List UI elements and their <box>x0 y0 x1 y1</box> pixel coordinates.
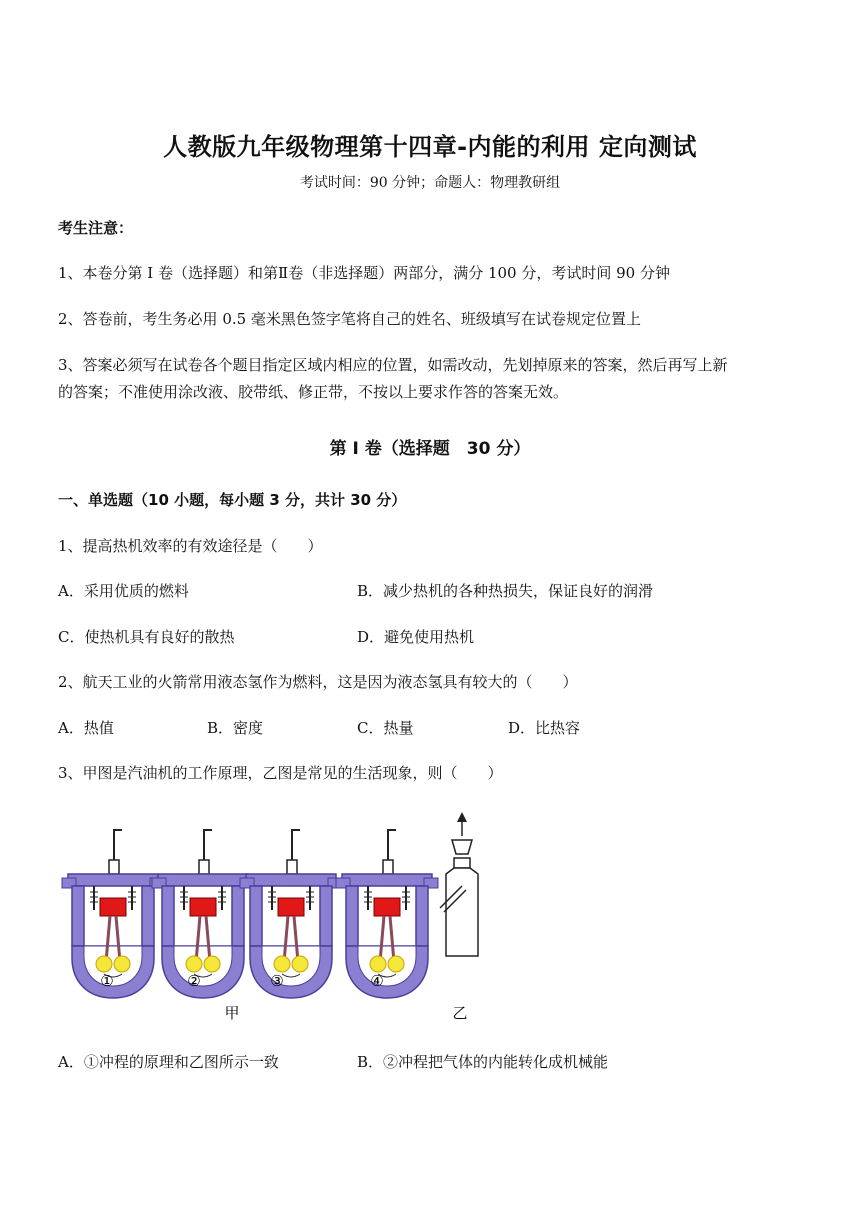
engine-label-1: ① <box>100 972 114 990</box>
engine-label-3: ③ <box>270 972 284 990</box>
bottle-illustration <box>440 812 478 956</box>
question-1-option-c[interactable]: C．使热机具有良好的散热 <box>58 628 235 646</box>
question-2-option-d[interactable]: D．比热容 <box>508 719 581 737</box>
figure-label-yi: 乙 <box>452 1004 468 1022</box>
question-1-option-d[interactable]: D．避免使用热机 <box>357 628 475 646</box>
part-title: 一、单选题（10 小题，每小题 3 分，共计 30 分） <box>58 491 407 509</box>
page-title: 人教版九年级物理第十四章-内能的利用 定向测试 <box>163 133 697 161</box>
figure-label-jia: 甲 <box>224 1004 240 1022</box>
question-1-option-b[interactable]: B．减少热机的各种热损失，保证良好的润滑 <box>357 582 654 600</box>
question-2-stem: 2、航天工业的火箭常用液态氢作为燃料，这是因为液态氢具有较大的（ ） <box>58 673 578 691</box>
notice-item-3: 3、答案必须写在试卷各个题目指定区域内相应的位置，如需改动，先划掉原来的答案，然后再写上新 <box>58 356 728 374</box>
question-3-stem: 3、甲图是汽油机的工作原理，乙图是常见的生活现象，则（ ） <box>58 764 503 782</box>
question-2-option-a[interactable]: A．热值 <box>58 719 114 737</box>
question-2-option-b[interactable]: B．密度 <box>207 719 264 737</box>
engine-label-2: ② <box>187 972 201 990</box>
engine-stroke-3 <box>240 830 342 998</box>
question-1-option-a[interactable]: A．采用优质的燃料 <box>58 582 189 600</box>
question-2-option-c[interactable]: C．热量 <box>357 719 414 737</box>
question-1-stem: 1、提高热机效率的有效途径是（ ） <box>58 537 323 555</box>
notice-item-1: 1、本卷分第 I 卷（选择题）和第Ⅱ卷（非选择题）两部分，满分 100 分，考试时间 90 分钟 <box>58 264 670 282</box>
exam-info: 考试时间：90 分钟；命题人：物理教研组 <box>299 175 561 191</box>
question-3-option-b[interactable]: B．②冲程把气体的内能转化成机械能 <box>357 1053 609 1071</box>
notice-item-3-cont: 的答案；不准使用涂改液、胶带纸、修正带，不按以上要求作答的答案无效。 <box>58 383 569 401</box>
notice-heading: 考生注意： <box>58 219 134 237</box>
section-title: 第 I 卷（选择题 30 分） <box>329 439 531 459</box>
engine-label-4: ④ <box>370 972 384 990</box>
engine-stroke-4 <box>336 830 438 998</box>
engine-figure <box>0 800 860 1040</box>
question-3-option-a[interactable]: A．①冲程的原理和乙图所示一致 <box>58 1053 279 1071</box>
engine-stroke-2 <box>152 830 254 998</box>
notice-item-2: 2、答卷前，考生务必用 0.5 毫米黑色签字笔将自己的姓名、班级填写在试卷规定位置上 <box>58 310 641 328</box>
